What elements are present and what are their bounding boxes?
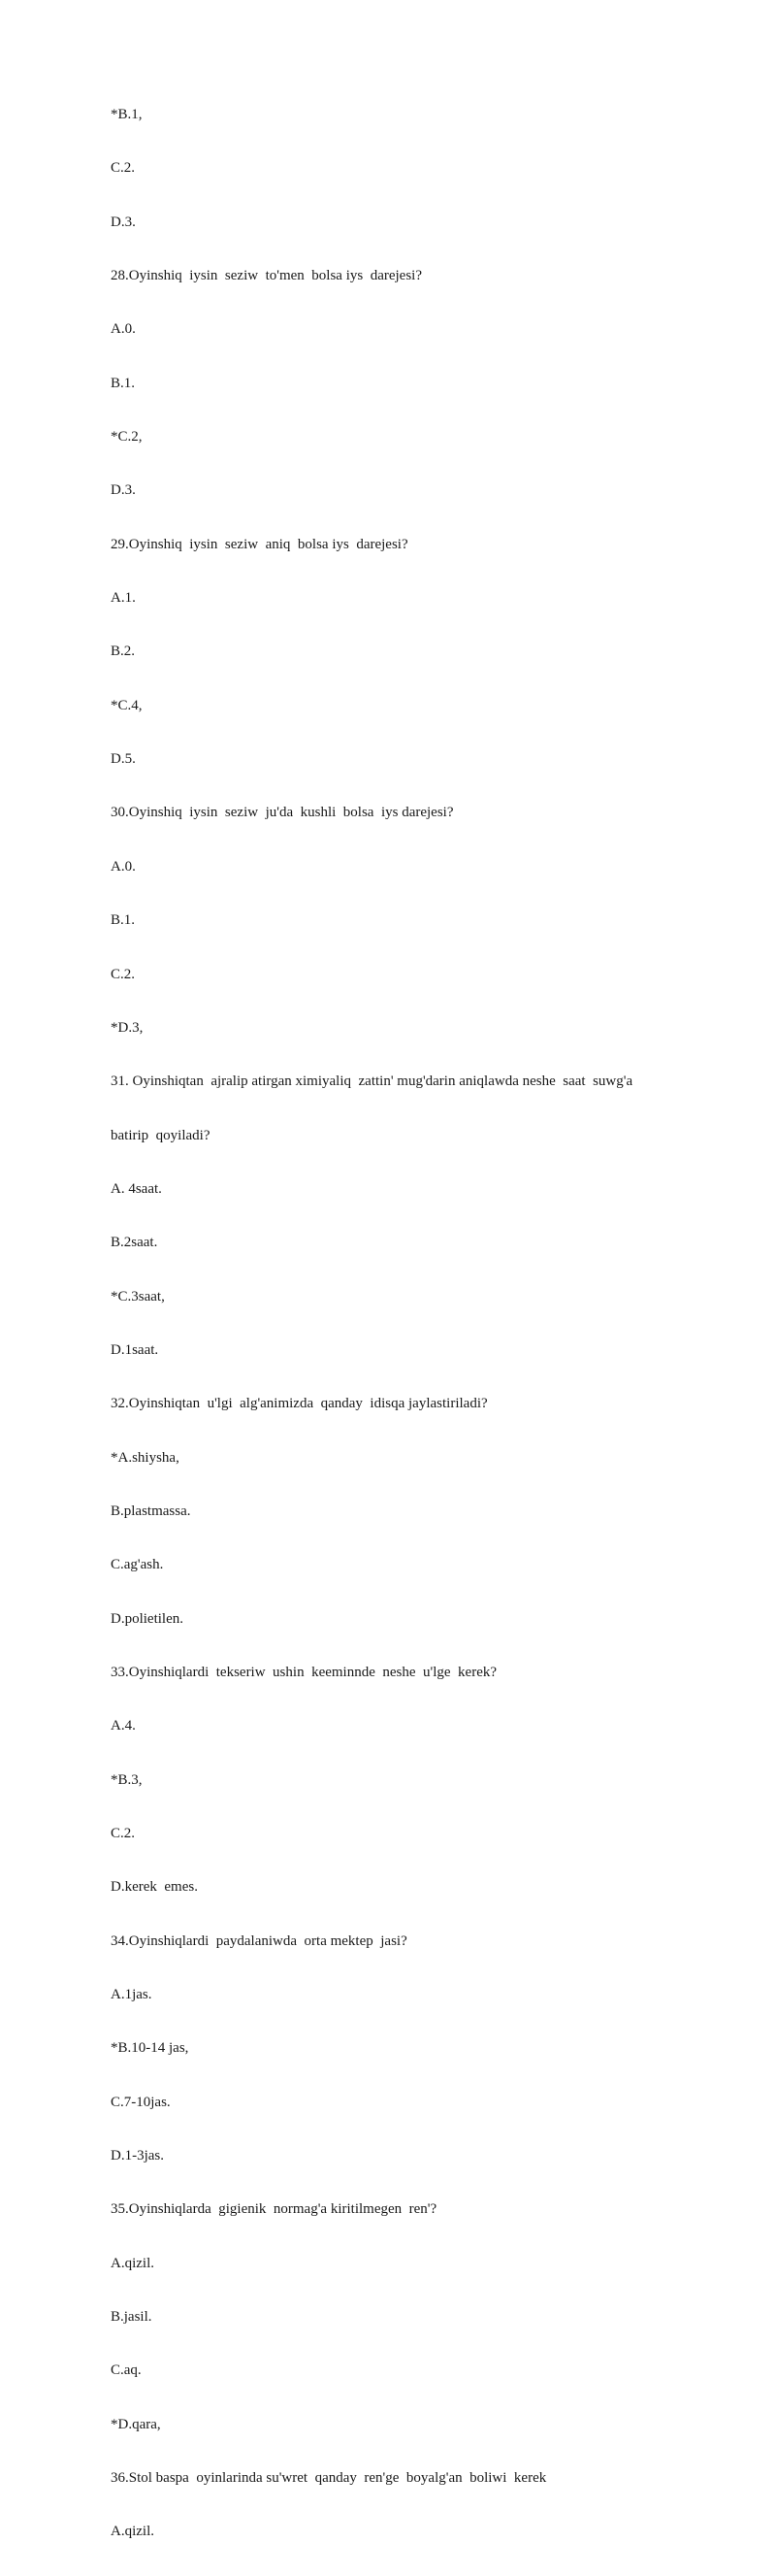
answer-option: B.jasil.	[111, 2309, 152, 2326]
answer-option: *C.2,	[111, 429, 143, 446]
answer-option: D.1saat.	[111, 1341, 159, 1358]
answer-option: D.polietilen.	[111, 1610, 183, 1627]
question-32: 32.Oyinshiqtan u'lgi alg'animizda qanday idisqa jaylastiriladi?	[111, 1396, 488, 1412]
answer-option: A.0.	[111, 858, 136, 875]
answer-option: D.kerek emes.	[111, 1879, 198, 1896]
answer-option: A.1jas.	[111, 1987, 152, 2003]
answer-option: B.2.	[111, 644, 136, 660]
answer-option: *D.qara,	[111, 2416, 161, 2432]
question-36: 36.Stol baspa oyinlarinda su'wret qanday ren'ge boyalg'an boliwi kerek	[111, 2470, 547, 2487]
question-31: 31. Oyinshiqtan ajralip atirgan ximiyaliq zattin' mug'darin aniqlawda neshe saat suwg'a	[111, 1073, 633, 1090]
question-33: 33.Oyinshiqlardi tekseriw ushin keeminnde neshe u'lge kerek?	[111, 1664, 498, 1680]
answer-option: C.7-10jas.	[111, 2094, 171, 2110]
question-28: 28.Oyinshiq iysin seziw to'men bolsa iys darejesi?	[111, 268, 422, 284]
answer-option: *C.3saat,	[111, 1288, 165, 1305]
question-31-continued: batirip qoyiladi?	[111, 1127, 210, 1143]
answer-option: A.qizil.	[111, 2524, 154, 2540]
answer-option: C.ag'ash.	[111, 1557, 164, 1573]
answer-option: A.1.	[111, 590, 136, 607]
answer-option: *B.10-14 jas,	[111, 2040, 189, 2057]
answer-option: C.2.	[111, 160, 136, 177]
answer-option: C.aq.	[111, 2362, 142, 2379]
answer-option: D.1-3jas.	[111, 2148, 164, 2164]
answer-option: D.5.	[111, 751, 136, 768]
question-34: 34.Oyinshiqlardi paydalaniwda orta mektep jasi?	[111, 1932, 407, 1949]
answer-option: B.plastmassa.	[111, 1503, 191, 1519]
answer-option: D.3.	[111, 214, 136, 230]
question-35: 35.Oyinshiqlarda gigienik normag'a kiritilmegen ren'?	[111, 2201, 437, 2218]
question-29: 29.Oyinshiq iysin seziw aniq bolsa iys darejesi?	[111, 536, 408, 552]
answer-option: *C.4,	[111, 697, 143, 713]
answer-option: A. 4saat.	[111, 1180, 162, 1197]
answer-option: *A.shiysha,	[111, 1449, 179, 1466]
answer-option: C.2.	[111, 1826, 136, 1841]
answer-option: D.3.	[111, 482, 136, 499]
answer-option: *B.1,	[111, 107, 143, 122]
answer-option: B.1.	[111, 912, 136, 929]
answer-option: A.0.	[111, 321, 136, 338]
answer-option: B.1.	[111, 375, 136, 391]
answer-option: C.2.	[111, 966, 136, 982]
answer-option: B.2saat.	[111, 1235, 158, 1251]
answer-option: *D.3,	[111, 1019, 144, 1036]
question-30: 30.Oyinshiq iysin seziw ju'da kushli bolsa iys darejesi?	[111, 805, 454, 821]
document-text	[111, 72, 693, 2576]
answer-option: A.qizil.	[111, 2255, 154, 2271]
answer-option: A.4.	[111, 1718, 136, 1734]
answer-option: *B.3,	[111, 1771, 143, 1788]
